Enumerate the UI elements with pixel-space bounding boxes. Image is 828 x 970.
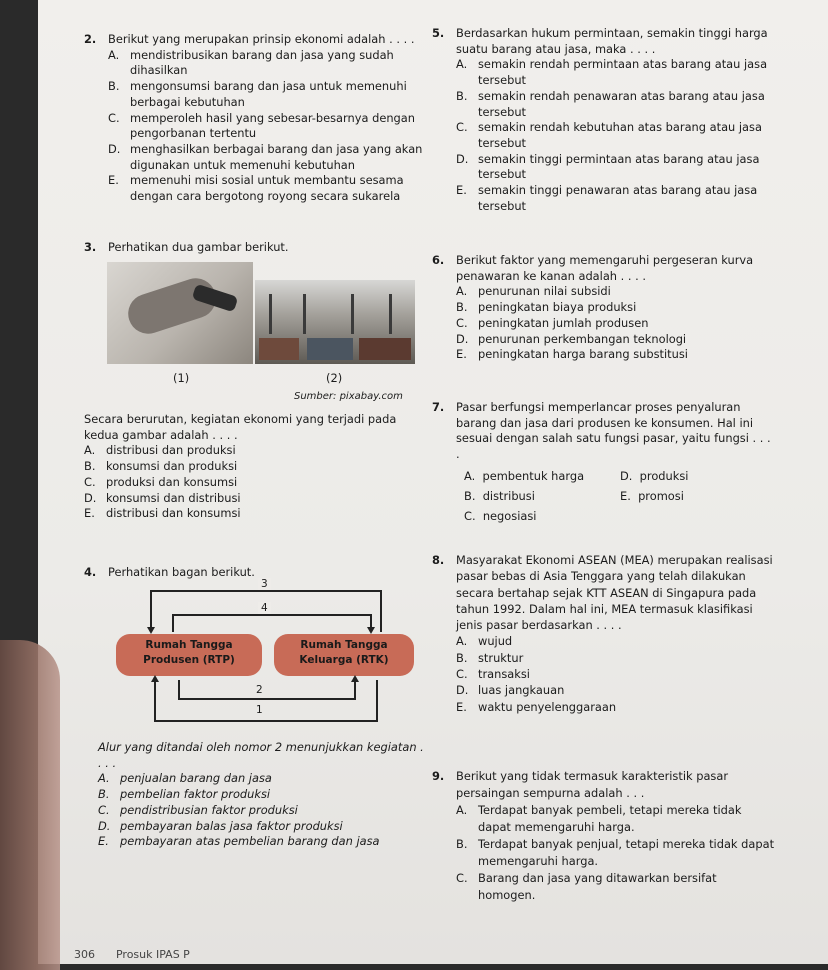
option-letter: B. — [456, 88, 468, 103]
option-letter: D. — [108, 141, 121, 156]
node-rtk — [274, 634, 414, 676]
node-rtp — [116, 634, 262, 676]
question-4-header — [84, 565, 424, 581]
page-footer — [74, 948, 190, 961]
q2-option-d[interactable] — [108, 142, 424, 173]
option-letter: A. — [456, 803, 468, 817]
q7-options — [432, 469, 777, 531]
flow-4-left — [172, 614, 174, 632]
page-number: 306 — [74, 948, 95, 961]
option-letter: E. — [456, 699, 467, 714]
option-letter: D. — [98, 818, 111, 833]
q5-option-d[interactable] — [456, 152, 777, 183]
flow-1-arrowhead — [151, 675, 159, 682]
q8-text: Masyarakat Ekonomi ASEAN (MEA) merupakan realisasi pasar bebas di Asia Tenggara yang telah dilakukan secara bertahap sejak KTT ASEAN di Singapura pada tahun 1992. Dalam hal ini, MEA termasuk klasifikasi jenis pasar berdasarkan . . . . — [456, 553, 773, 633]
q4-option-b[interactable] — [98, 787, 424, 803]
option-letter: B. — [464, 488, 476, 503]
flow-3-left — [150, 590, 152, 632]
option-text: semakin rendah kebutuhan atas barang atau jasa tersebut — [478, 120, 762, 150]
container-shape — [307, 338, 353, 360]
q6-option-d[interactable] — [456, 332, 777, 348]
flow-3-arrowhead — [147, 627, 155, 634]
question-7 — [432, 400, 777, 531]
option-letter: A. — [84, 443, 96, 458]
q9-option-c[interactable] — [456, 870, 777, 904]
q3-option-a[interactable] — [84, 443, 424, 459]
option-text: waktu penyelenggaraan — [478, 699, 617, 714]
option-text: wujud — [478, 634, 513, 649]
q3-option-c[interactable] — [84, 475, 424, 491]
flow-2-right — [354, 680, 356, 700]
crane-shape — [303, 294, 306, 334]
option-letter: E. — [108, 173, 119, 188]
option-text: memperoleh hasil yang sebesar-besarnya dengan pengorbanan tertentu — [130, 110, 415, 141]
option-text: produksi — [639, 468, 689, 483]
question-6 — [432, 253, 777, 363]
q6-text: Berikut faktor yang memengaruhi pergeseran kurva penawaran ke kanan adalah . . . . — [456, 253, 754, 283]
option-text: konsumsi dan distribusi — [106, 490, 241, 505]
question-3-header — [84, 240, 424, 256]
option-text: pembentuk harga — [482, 468, 585, 483]
question-4-body — [84, 740, 424, 850]
option-text: mengonsumsi barang dan jasa untuk memenuhi berbagai kebutuhan — [130, 79, 407, 109]
q6-option-a[interactable] — [456, 284, 777, 300]
option-text: distribusi dan konsumsi — [106, 506, 241, 521]
q9-number: 9. — [432, 769, 445, 783]
option-letter: E. — [98, 834, 109, 849]
flow-label-4: 4 — [258, 602, 271, 614]
q8-option-c[interactable] — [456, 666, 777, 682]
question-2 — [84, 32, 424, 205]
q7-option-d[interactable] — [620, 469, 688, 485]
option-text: peningkatan jumlah produsen — [478, 315, 649, 330]
option-text: Terdapat banyak pembeli, tetapi mereka tidak dapat memengaruhi harga. — [478, 803, 742, 834]
option-letter: C. — [456, 315, 468, 330]
q3-body: Secara berurutan, kegiatan ekonomi yang terjadi pada kedua gambar adalah . . . . — [84, 412, 397, 442]
q9-option-b[interactable] — [456, 836, 777, 870]
option-letter: A. — [464, 468, 476, 483]
q6-option-e[interactable] — [456, 347, 777, 363]
option-letter: C. — [464, 508, 476, 523]
option-text: luas jangkauan — [478, 683, 565, 698]
q2-option-a[interactable] — [108, 48, 424, 79]
q4-body: Alur yang ditandai oleh nomor 2 menunjukkan kegiatan . . . . — [98, 740, 424, 770]
q7-option-a[interactable] — [464, 469, 584, 485]
q3-option-e[interactable] — [84, 506, 424, 522]
option-letter: A. — [98, 771, 110, 786]
option-text: semakin tinggi penawaran atas barang atau jasa tersebut — [478, 183, 758, 213]
thumb-shadow — [0, 640, 60, 970]
question-3-body — [84, 412, 424, 522]
q7-option-b[interactable] — [464, 489, 535, 505]
container-shape — [259, 338, 299, 360]
q2-option-b[interactable] — [108, 79, 424, 110]
q4-option-d[interactable] — [98, 819, 424, 835]
option-text: Barang dan jasa yang ditawarkan bersifat homogen. — [478, 871, 717, 902]
option-letter: B. — [84, 459, 96, 474]
caption-1: (1) — [173, 371, 190, 385]
crane-shape — [269, 294, 272, 334]
q7-option-e[interactable] — [620, 489, 684, 505]
q9-option-a[interactable] — [456, 802, 777, 836]
q4-text: Perhatikan bagan berikut. — [108, 565, 255, 579]
option-letter: D. — [456, 151, 469, 166]
option-text: promosi — [638, 488, 684, 503]
option-text: memenuhi misi sosial untuk membantu sesama dengan cara bergotong royong secara sukarela — [130, 173, 404, 204]
option-text: transaksi — [478, 667, 530, 682]
option-letter: B. — [456, 837, 468, 851]
q2-number: 2. — [84, 32, 97, 46]
hand-shape — [123, 273, 221, 339]
q6-number: 6. — [432, 253, 445, 267]
q5-option-b[interactable] — [456, 89, 777, 120]
q8-option-b[interactable] — [456, 650, 777, 666]
q7-option-c[interactable] — [464, 509, 536, 525]
q5-option-c[interactable] — [456, 120, 777, 151]
q5-text: Berdasarkan hukum permintaan, semakin tinggi harga suatu barang atau jasa, maka . . . . — [456, 26, 768, 56]
option-letter: A. — [456, 57, 468, 72]
q3-option-d[interactable] — [84, 491, 424, 507]
option-text: penurunan perkembangan teknologi — [478, 331, 687, 346]
q5-option-a[interactable] — [456, 57, 777, 88]
option-letter: D. — [84, 490, 97, 505]
option-letter: A. — [456, 284, 468, 299]
crane-shape — [389, 294, 392, 334]
option-text: mendistribusikan barang dan jasa yang sudah dihasilkan — [130, 47, 394, 78]
option-text: struktur — [478, 650, 524, 665]
option-text: pembayaran atas pembelian barang dan jasa — [120, 834, 380, 849]
option-text: semakin rendah penawaran atas barang atau jasa tersebut — [478, 88, 765, 119]
option-letter: D. — [620, 468, 633, 483]
question-9 — [432, 768, 777, 904]
q9-text: Berikut yang tidak termasuk karakteristik pasar persaingan sempurna adalah . . . — [456, 769, 729, 800]
book-series: Prosuk IPAS P — [115, 948, 190, 961]
option-letter: B. — [108, 79, 120, 94]
option-letter: A. — [456, 634, 468, 649]
option-letter: C. — [84, 474, 96, 489]
image-source: Sumber: pixabay.com — [294, 391, 403, 402]
q8-option-a[interactable] — [456, 633, 777, 649]
option-text: produksi dan konsumsi — [106, 474, 238, 489]
q3-number: 3. — [84, 240, 97, 254]
q5-option-e[interactable] — [456, 183, 777, 214]
option-text: pembelian faktor produksi — [120, 787, 271, 802]
q8-number: 8. — [432, 553, 445, 567]
question-8 — [432, 552, 777, 715]
option-letter: C. — [108, 110, 120, 125]
q5-number: 5. — [432, 26, 445, 40]
option-letter: C. — [456, 120, 468, 135]
option-text: semakin rendah permintaan atas barang atau jasa tersebut — [478, 57, 768, 88]
option-text: pendistribusian faktor produksi — [120, 802, 298, 817]
option-letter: D. — [456, 683, 469, 698]
option-letter: E. — [620, 488, 631, 503]
option-letter: C. — [456, 667, 468, 682]
option-letter: C. — [456, 871, 468, 885]
caption-2: (2) — [326, 371, 343, 385]
flow-3-top — [150, 590, 380, 592]
q3-figure — [107, 262, 415, 366]
option-text: penurunan nilai subsidi — [478, 284, 611, 299]
option-letter: E. — [456, 347, 467, 362]
q2-option-c[interactable] — [108, 111, 424, 142]
q6-option-b[interactable] — [456, 300, 777, 316]
option-letter: B. — [98, 787, 110, 802]
q3-option-b[interactable] — [84, 459, 424, 475]
option-letter: E. — [456, 183, 467, 198]
option-letter: A. — [108, 47, 120, 62]
photo-container-port — [255, 280, 415, 364]
flow-2-arrowhead — [351, 675, 359, 682]
container-shape — [359, 338, 411, 360]
q7-number: 7. — [432, 400, 445, 414]
option-text: konsumsi dan produksi — [106, 459, 238, 474]
q4-option-c[interactable] — [98, 803, 424, 819]
q4-option-a[interactable] — [98, 771, 424, 787]
q8-option-e[interactable] — [456, 699, 777, 715]
option-letter: D. — [456, 331, 469, 346]
node-rtp-label: Rumah Tangga Produsen (RTP) — [143, 639, 235, 666]
flow-1-right — [376, 680, 378, 722]
circular-flow-diagram — [110, 578, 430, 726]
flow-2-left — [178, 680, 180, 700]
flow-3-right — [380, 590, 382, 632]
node-rtk-label: Rumah Tangga Keluarga (RTK) — [299, 639, 389, 666]
option-letter: C. — [98, 802, 110, 817]
option-text: distribusi — [482, 488, 535, 503]
q2-option-e[interactable] — [108, 173, 424, 204]
option-text: peningkatan biaya produksi — [478, 300, 637, 315]
q4-number: 4. — [84, 565, 97, 579]
option-letter: B. — [456, 300, 468, 315]
option-text: distribusi dan produksi — [106, 443, 236, 458]
option-text: peningkatan harga barang substitusi — [478, 347, 688, 362]
q8-option-d[interactable] — [456, 682, 777, 698]
flow-4-arrowhead — [367, 627, 375, 634]
option-text: negosiasi — [482, 508, 537, 523]
flow-1-bottom — [154, 720, 376, 722]
option-letter: E. — [84, 506, 95, 521]
flow-label-3: 3 — [258, 578, 271, 590]
crane-shape — [351, 294, 354, 334]
option-text: semakin tinggi permintaan atas barang atau jasa tersebut — [478, 151, 760, 182]
question-5 — [432, 26, 777, 214]
option-text: pembayaran balas jasa faktor produksi — [120, 818, 343, 833]
flow-4-top — [172, 614, 372, 616]
flow-1-left — [154, 680, 156, 722]
photo-fuel-pump — [107, 262, 253, 364]
q2-text: Berikut yang merupakan prinsip ekonomi adalah . . . . — [108, 32, 415, 46]
flow-label-1: 1 — [256, 704, 263, 716]
q3-text: Perhatikan dua gambar berikut. — [108, 240, 289, 254]
option-text: penjualan barang dan jasa — [120, 771, 272, 786]
option-text: menghasilkan berbagai barang dan jasa yang akan digunakan untuk memenuhi kebutuhan — [130, 141, 423, 172]
option-text: Terdapat banyak penjual, tetapi mereka tidak dapat memengaruhi harga. — [478, 837, 775, 868]
q6-option-c[interactable] — [456, 316, 777, 332]
q4-option-e[interactable] — [98, 834, 424, 850]
q7-text: Pasar berfungsi memperlancar proses penyaluran barang dan jasa dari produsen ke konsumen. Hal ini sesuai dengan salah satu fungsi pasar, yaitu fungsi . . . . — [456, 400, 771, 462]
flow-2-bottom — [178, 698, 354, 700]
flow-label-2: 2 — [256, 684, 263, 696]
option-letter: B. — [456, 650, 468, 665]
